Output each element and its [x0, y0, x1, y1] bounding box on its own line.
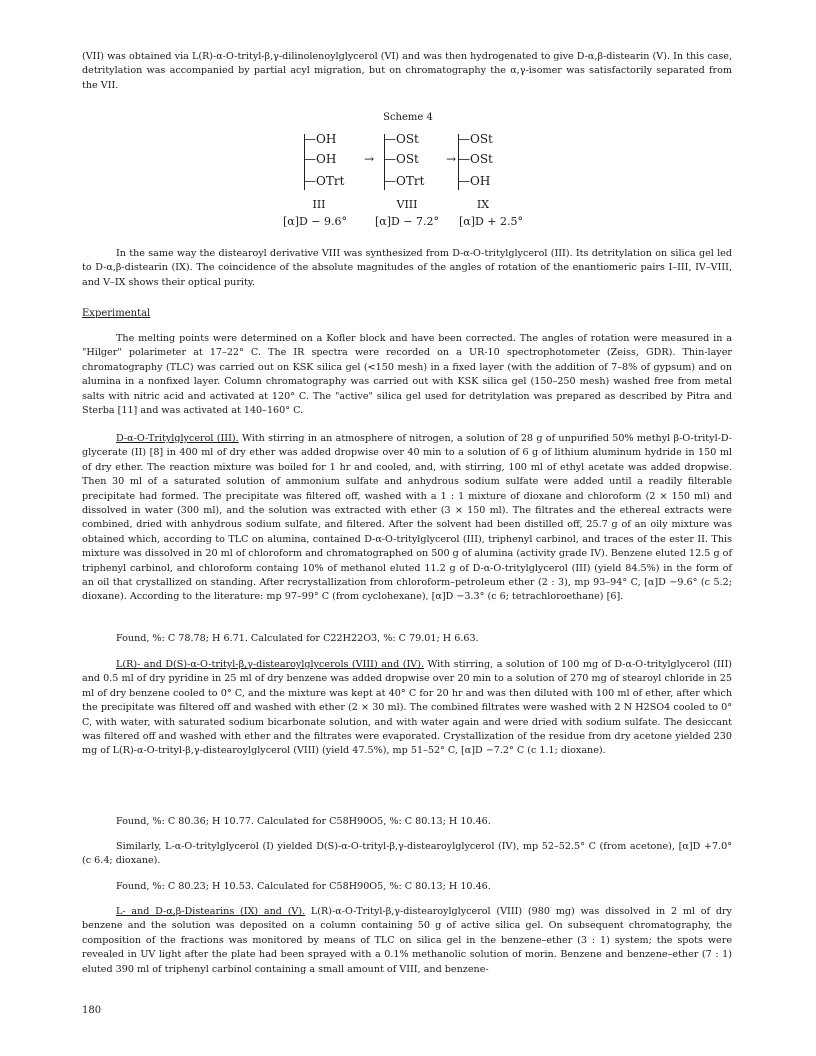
- subheading-tritylglycerol: D-α-O-Tritylglycerol (III).: [116, 433, 239, 444]
- page-number: 180: [82, 1005, 102, 1016]
- reaction-arrow-1: →: [364, 152, 375, 166]
- structure-iii-row2: —OH: [304, 152, 337, 166]
- body-distearoylglycerols: With stirring, a solution of 100 mg of D-α-O-tritylglycerol (III) and 0.5 ml of dry pyridine in 25 ml of dry benzene was added dropwise over 20 min to a solution of 270 mg of stearoyl chloride in 25 ml of dry benzene cooled to 0° C, and the mixture was kept at 40° C for 20 hr and was then diluted with 100 ml of ether, after which the precipitate was filtered off and washed with ether (2 × 30 ml). The combined filtrates were washed with 2 N H2SO4 cooled to 0° C, with water, with saturated sodium bicarbonate solution, and with water again and were dried with sodium sulfate. The desiccant was filtered off and washed with ether and the filtrates were evaporated. Crystallization of the residue from dry acetone yielded 230 mg of L(R)-α-O-trityl-β,γ-distearoylglycerol (VIII) (yield 47.5%), mp 51–52° C, [α]D −7.2° C (c 1.1; dioxane).: [82, 659, 732, 757]
- subheading-distearoylglycerols: L(R)- and D(S)-α-O-trityl-β,γ-distearoylglycerols (VIII) and (IV).: [116, 659, 424, 670]
- analysis-found-3: Found, %: C 80.23; H 10.53. Calculated for C58H90O5, %: C 80.13; H 10.46.: [116, 881, 491, 892]
- reaction-arrow-2: →: [446, 152, 457, 166]
- subheading-distearins: L- and D-α,β-Distearins (IX) and (V).: [116, 906, 306, 917]
- structure-ix-row3: —OH: [458, 174, 491, 188]
- structure-iii-row3: —OTrt: [304, 174, 345, 188]
- structure-viii-row1: —OSt: [384, 132, 419, 146]
- compound-label-viii: VIII: [396, 198, 418, 211]
- structure-ix: [458, 130, 538, 198]
- compound-label-ix: IX: [476, 198, 490, 211]
- rotation-viii: [α]D − 7.2°: [374, 215, 440, 228]
- paragraph-intro: (VII) was obtained via L(R)-α-O-trityl-β,γ-dilinolenoylglycerol (VI) and was then hydrogenated to give D-α,β-distearin (V). In this case, detritylation was accompanied by partial acyl migration, but on chromatography the α,γ-isomer was satisfactorily separated from the VII.: [82, 51, 732, 91]
- analysis-found-1: Found, %: C 78.78; H 6.71. Calculated for C22H22O3, %: C 79.01; H 6.63.: [116, 633, 479, 644]
- paragraph-methods: The melting points were determined on a Kofler block and have been corrected. The angles of rotation were measured in a "Hilger" polarimeter at 17–22° C. The IR spectra were recorded on a UR-10 spectrophotometer (Zeiss, GDR). Thin-layer chromatography (TLC) was carried out on KSK silica gel (<150 mesh) in a fixed layer (with the addition of 7–8% of gypsum) and on alumina in a nonfixed layer. Column chromatography was carried out with KSK silica gel (150–250 mesh) washed free from metal salts with nitric acid and activated at 120° C. The "active" silica gel used for detritylation was prepared as described by Pitra and Sterba [11] and was activated at 140–160° C.: [82, 333, 732, 417]
- body-distearins: L(R)-α-O-Trityl-β,γ-distearoylglycerol (VIII) (980 mg) was dissolved in 2 ml of dry benzene and the solution was deposited on a column containing 50 g of active silica gel. On subsequent chromatography, the composition of the fractions was monitored by means of TLC on silica gel in the benzene–ether (3 : 1) system; the spots were revealed in UV light after the plate had been sprayed with a 0.1% methanolic solution of morin. Benzene and benzene–ether (7 : 1) eluted 390 ml of triphenyl carbinol containing a small amount of VIII, and benzene-: [82, 906, 732, 975]
- compound-label-iii: III: [312, 198, 326, 211]
- structure-viii-row2: —OSt: [384, 152, 419, 166]
- structure-ix-row2: —OSt: [458, 152, 493, 166]
- paragraph-tritylglycerol: [82, 432, 732, 605]
- structure-ix-row1: —OSt: [458, 132, 493, 146]
- analysis-found-2: Found, %: C 80.36; H 10.77. Calculated for C58H90O5, %: C 80.13; H 10.46.: [116, 816, 491, 827]
- scheme-title: Scheme 4: [383, 112, 433, 123]
- rotation-ix: [α]D + 2.5°: [458, 215, 524, 228]
- paragraph-distearoylglycerols: [82, 658, 732, 759]
- paragraph-distearins: [82, 905, 732, 977]
- paragraph-distearoyl: In the same way the distearoyl derivative VIII was synthesized from D-α-O-tritylglycerol (III). Its detritylation on silica gel led to D-α,β-distearin (IX). The coincidence of the absolute magnitudes of the angles of rotation of the enantiomeric pairs I–III, IV–VIII, and V–IX shows their optical purity.: [82, 248, 732, 288]
- section-heading-experimental: Experimental: [82, 308, 151, 319]
- structure-iii-row1: —OH: [304, 132, 337, 146]
- paragraph-similarly: Similarly, L-α-O-tritylglycerol (I) yielded D(S)-α-O-trityl-β,γ-distearoylglycerol (IV), mp 52–52.5° C (from acetone), [α]D +7.0° (c 6.4; dioxane).: [82, 841, 732, 867]
- body-tritylglycerol: With stirring in an atmosphere of nitrogen, a solution of 28 g of unpurified 50% methyl β-O-trityl-D-glycerate (II) [8] in 400 ml of dry ether was added dropwise over 40 min to a solution of 6 g of lithium aluminum hydride in 150 ml of dry ether. The reaction mixture was boiled for 1 hr and cooled, and, with stirring, 100 ml of ethyl acetate was added dropwise. Then 30 ml of a saturated solution of ammonium sulfate and anhydrous sodium sulfate were added until a readily filterable precipitate had formed. The precipitate was filtered off, washed with a 1 : 1 mixture of dioxane and chloroform (2 × 150 ml) and dissolved in water (300 ml), and the solution was extracted with ether (3 × 150 ml). The filtrates and the ethereal extracts were combined, dried with anhydrous sodium sulfate, and filtered. After the solvent had been distilled off, 25.7 g of an oily mixture was obtained which, according to TLC on alumina, contained D-α-O-tritylglycerol (III), triphenyl carbinol, and traces of the ester II. This mixture was dissolved in 20 ml of chloroform and chromatographed on 500 g of alumina (activity grade IV). Benzene eluted 12.5 g of triphenyl carbinol, and chloroform containg 10% of methanol eluted 11.2 g of D-α-O-tritylglycerol (III) (yield 84.5%) in the form of an oil that crystallized on standing. After recrystallization from chloroform–petroleum ether (2 : 3), mp 93–94° C, [α]D −9.6° (c 5.2; dioxane). According to the literature: mp 97–99° C (from cyclohexane), [α]D −3.3° (c 6; tetrachloroethane) [6].: [82, 433, 732, 603]
- rotation-iii: [α]D − 9.6°: [282, 215, 348, 228]
- structure-viii-row3: —OTrt: [384, 174, 425, 188]
